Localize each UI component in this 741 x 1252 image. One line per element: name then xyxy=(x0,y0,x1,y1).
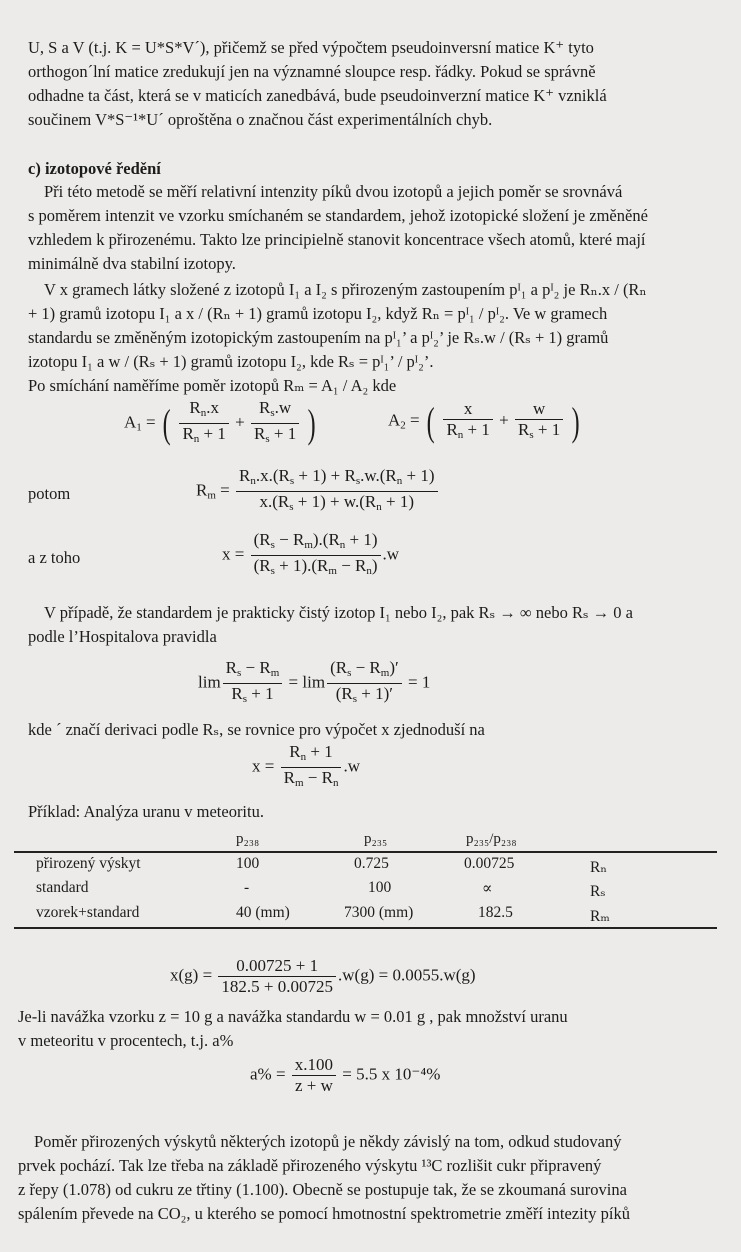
para2-line3: vzhledem k přirozenému. Takto lze principielně stanovit koncentrace všech atomů, které mají xyxy=(28,230,646,249)
para5-line2: v meteoritu v procentech, t.j. a% xyxy=(18,1031,234,1050)
para4-line2: podle l’Hospitalova pravidla xyxy=(28,627,217,646)
para6-line1: Poměr přirozených výskytů některých izotopů je někdy závislý na tom, odkud studovaný xyxy=(34,1132,622,1151)
equation-x-simplified: x = $\frac{R_n + 1}{R_m - R_n}$ .w xyxy=(252,742,360,789)
table-cell: 100 xyxy=(236,855,260,872)
para1-line2: orthogon´lní matice zredukují jen na významné sloupce resp. řádky. Pokud se správně xyxy=(28,62,596,81)
label-potom: potom xyxy=(28,484,71,503)
para6-line2: prvek pochází. Tak lze třeba na základě přirozeného výskytu ¹³C rozlišit cukr připravený xyxy=(18,1156,602,1175)
para1-line3: odhadne ta část, která se v maticích zanedbává, bude pseudoinverzní matice K⁺ vzniklá xyxy=(28,86,607,105)
para6-line3: z řepy (1.078) od cukru ze třtiny (1.100). Obecně se postupuje tak, že se zkoumaná surovina xyxy=(18,1180,627,1199)
equation-limit: lim $\frac{R_s - R_m}{R_s + 1}$ = lim $\frac{(R_s - R_m)'}{(R_s + 1)'}$ = 1 xyxy=(198,658,431,705)
table-header-ratio: p₂₃₅/p₂₃₈ xyxy=(466,831,517,847)
derivative-line: kde ´ značí derivaci podle Rₛ, se rovnice pro výpočet x zjednoduší na xyxy=(28,720,485,739)
para3-line4: izotopu I₁ a w / (Rₛ + 1) gramů izotopu I₂, kde Rₛ = pᴵ₁’ / pᴵ₂’. xyxy=(28,352,434,371)
table-row-label: přirozený výskyt xyxy=(36,855,141,872)
table-cell: 182.5 xyxy=(478,904,513,921)
table-cell: 40 (mm) xyxy=(236,904,290,921)
equation-apct: a% = $\frac{x.100}{z + w}$ = 5.5 x 10⁻⁴% xyxy=(250,1055,441,1095)
para6-line4: spálením převede na CO₂, u kterého se pomocí hmotnostní spektrometrie změří intezity píků xyxy=(18,1204,630,1223)
para3-line1: V x gramech látky složené z izotopů I₁ a I₂ s přirozeným zastoupením pᴵ₁ a pᴵ₂ je Rₙ.x / (Rₙ xyxy=(44,280,647,299)
para1-line4: součinem V*S⁻¹*U´ oproštěna o značnou část experimentálních chyb. xyxy=(28,110,493,129)
table-symbol: Rₙ xyxy=(590,859,608,876)
table-cell: 7300 (mm) xyxy=(344,904,414,921)
para2-line4: minimálně dva stabilní izotopy. xyxy=(28,254,236,273)
table-cell: 0.725 xyxy=(354,855,389,872)
example-title: Příklad: Analýza uranu v meteoritu. xyxy=(28,802,264,821)
table-row-label: standard xyxy=(36,879,89,896)
para2-line1: Při této metodě se měří relativní intenzity píků dvou izotopů a jejich poměr se srovnává xyxy=(44,182,623,201)
para5-line1: Je-li navážka vzorku z = 10 g a navážka standardu w = 0.01 g , pak množství uranu xyxy=(18,1007,568,1026)
table-cell: ∝ xyxy=(482,880,493,897)
para2-line2: s poměrem intenzit ve vzorku smíchaném se standardem, jehož izotopické složení je změněné xyxy=(28,206,648,225)
table-symbol: Rₛ xyxy=(590,883,606,900)
table-cell: 0.00725 xyxy=(464,855,515,872)
equation-xg: x(g) = $\frac{0.00725 + 1}{182.5 + 0.00725}$ .w(g) = 0.0055.w(g) xyxy=(170,956,476,996)
table-symbol: Rₘ xyxy=(590,908,610,925)
table-cell: 100 xyxy=(368,879,392,896)
para3-line2: + 1) gramů izotopu I₁ a x / (Rₙ + 1) gramů izotopu I₂, když Rₙ = pᴵ₁ / pᴵ₂. Ve w gramech xyxy=(28,304,608,323)
table-header-p235: p₂₃₅ xyxy=(364,831,388,847)
table-rule-top xyxy=(14,851,717,853)
table-header-p238: p₂₃₈ xyxy=(236,831,260,847)
para1-line1: U, S a V (t.j. K = U*S*V´), přičemž se před výpočtem pseudoinversní matice K⁺ tyto xyxy=(28,38,594,57)
section-title: c) izotopové ředění xyxy=(28,159,161,178)
table-row-label: vzorek+standard xyxy=(36,904,140,921)
equation-a2: $A_2$ = ( $\frac{x}{R_n + 1}$ + $\frac{w}{R_s + 1}$ ) xyxy=(388,398,581,444)
equation-a1: $A_1$ = ( $\frac{R_n.x}{R_n + 1}$ + $\frac{R_s.w}{R_s + 1}$ ) xyxy=(124,398,317,446)
table-cell: - xyxy=(244,879,250,896)
para3-line3: standardu se změněným izotopickým zastoupením na pᴵ₁’ a pᴵ₂’ je Rₛ.w / (Rₛ + 1) gramů xyxy=(28,328,609,347)
para4-line1: V případě, že standardem je prakticky čistý izotop I₁ nebo I₂, pak Rₛ → ∞ nebo Rₛ → 0 a xyxy=(44,603,633,622)
mix-line: Po smíchání naměříme poměr izotopů Rₘ = A₁ / A₂ kde xyxy=(28,376,397,395)
table-rule-bottom xyxy=(14,927,717,929)
label-a-z-toho: a z toho xyxy=(28,548,81,567)
equation-rm: $R_m$ = $\frac{R_n.x.(R_s + 1) + R_s.w.(R_n + 1)}{x.(R_s + 1) + w.(R_n + 1)}$ xyxy=(196,466,440,517)
equation-x: x = $\frac{(R_s - R_m).(R_n + 1)}{(R_s + 1).(R_m - R_n)}$ .w xyxy=(222,530,400,577)
